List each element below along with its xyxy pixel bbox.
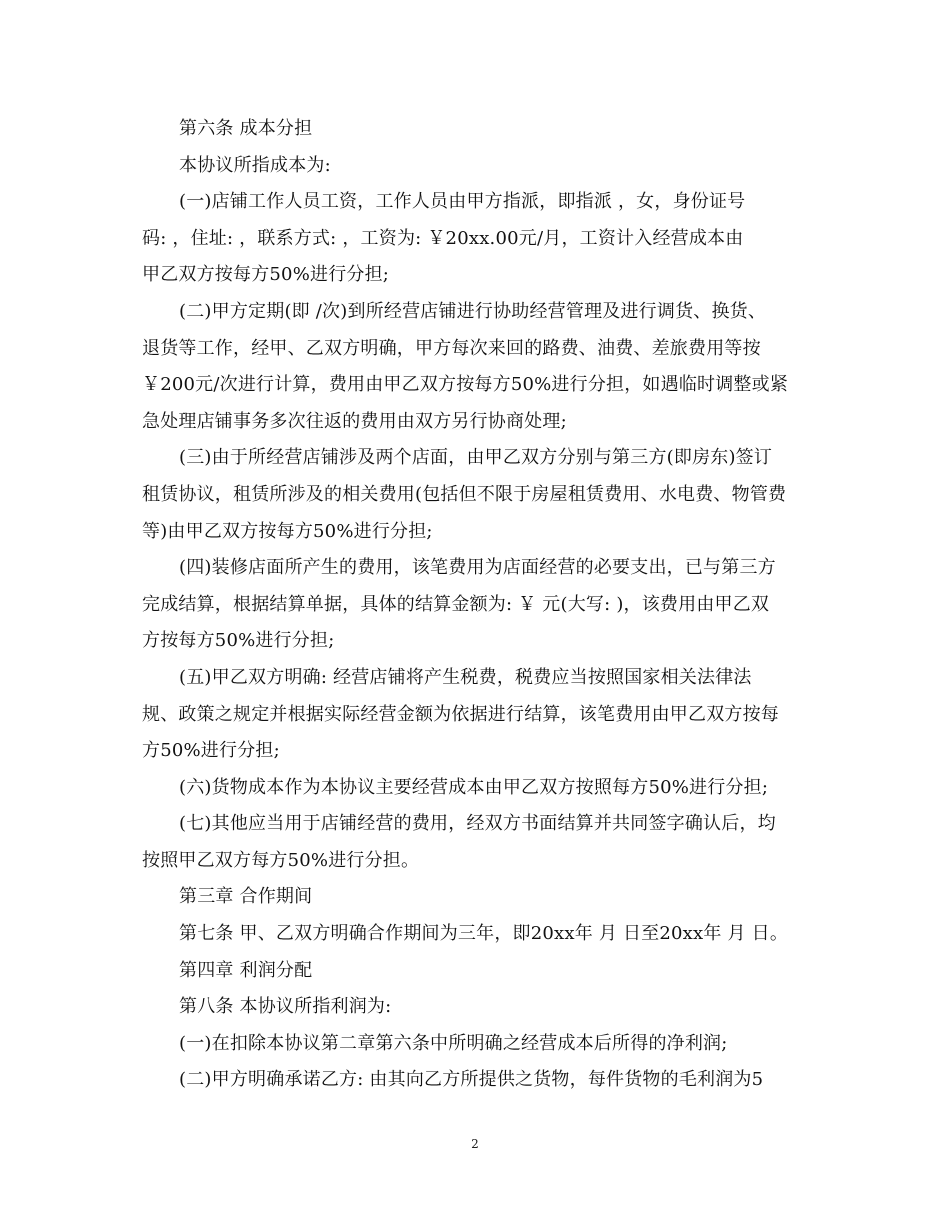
chapter-heading: 第三章 合作期间 [179,886,313,908]
paragraph-line: ￥200元/次进行计算，费用由甲乙双方按每方50%进行分担，如遇临时调整或紧 [142,374,789,396]
paragraph-line: 退货等工作，经甲、乙双方明确，甲方每次来回的路费、油费、差旅费用等按 [142,337,761,359]
paragraph-line: 租赁协议，租赁所涉及的相关费用(包括但不限于房屋租赁费用、水电费、物管费 [142,483,787,505]
chapter-heading: 第四章 利润分配 [179,959,313,981]
paragraph-line: 第七条 甲、乙双方明确合作期间为三年，即20xx年 月 日至20xx年 月 日。 [179,923,789,945]
article-heading: 第八条 本协议所指利润为: [179,996,392,1018]
paragraph-line: 完成结算，根据结算单据，具体的结算金额为: ￥ 元(大写: )，该费用由甲乙双 [142,593,770,615]
paragraph-line: (二)甲方明确承诺乙方: 由其向乙方所提供之货物，每件货物的毛利润为5 [179,1069,764,1091]
paragraph-line: 等)由甲乙双方按每方50%进行分担; [142,520,433,542]
paragraph-line: (二)甲方定期(即 /次)到所经营店铺进行协助经营管理及进行调货、换货、 [179,300,767,322]
paragraph-line: (一)在扣除本协议第二章第六条中所明确之经营成本后所得的净利润; [179,1032,728,1054]
paragraph-line: 按照甲乙双方每方50%进行分担。 [142,849,420,871]
paragraph-line: 甲乙双方按每方50%进行分担; [142,264,390,286]
paragraph-line: 方50%进行分担; [142,740,280,762]
paragraph-line: (五)甲乙双方明确: 经营店铺将产生税费，税费应当按照国家相关法律法 [179,666,752,688]
paragraph-line: (四)装修店面所产生的费用，该笔费用为店面经营的必要支出，已与第三方 [179,557,776,579]
article-heading: 第六条 成本分担 [179,118,313,139]
paragraph-line: (三)由于所经营店铺涉及两个店面，由甲乙双方分别与第三方(即房东)签订 [179,447,773,469]
paragraph-line: 规、政策之规定并根据实际经营金额为依据进行结算，该笔费用由甲乙双方按每 [142,703,779,725]
paragraph-line: 急处理店铺事务多次往返的费用由双方另行协商处理; [142,410,567,432]
paragraph-line: 本协议所指成本为: [179,154,331,176]
paragraph-line: (六)货物成本作为本协议主要经营成本由甲乙双方按照每方50%进行分担; [179,776,769,798]
paragraph-line: (一)店铺工作人员工资，工作人员由甲方指派，即指派 ，女，身份证号 [179,191,746,213]
document-body [142,111,818,1099]
paragraph-line: 方按每方50%进行分担; [142,630,335,652]
paragraph-line: 码: ，住址: ，联系方式: ，工资为: ￥20xx.00元/月，工资计入经营成本由 [142,227,744,249]
page-number: 2 [471,1137,479,1151]
paragraph-line: (七)其他应当用于店铺经营的费用，经双方书面结算并共同签字确认后，均 [179,813,776,835]
